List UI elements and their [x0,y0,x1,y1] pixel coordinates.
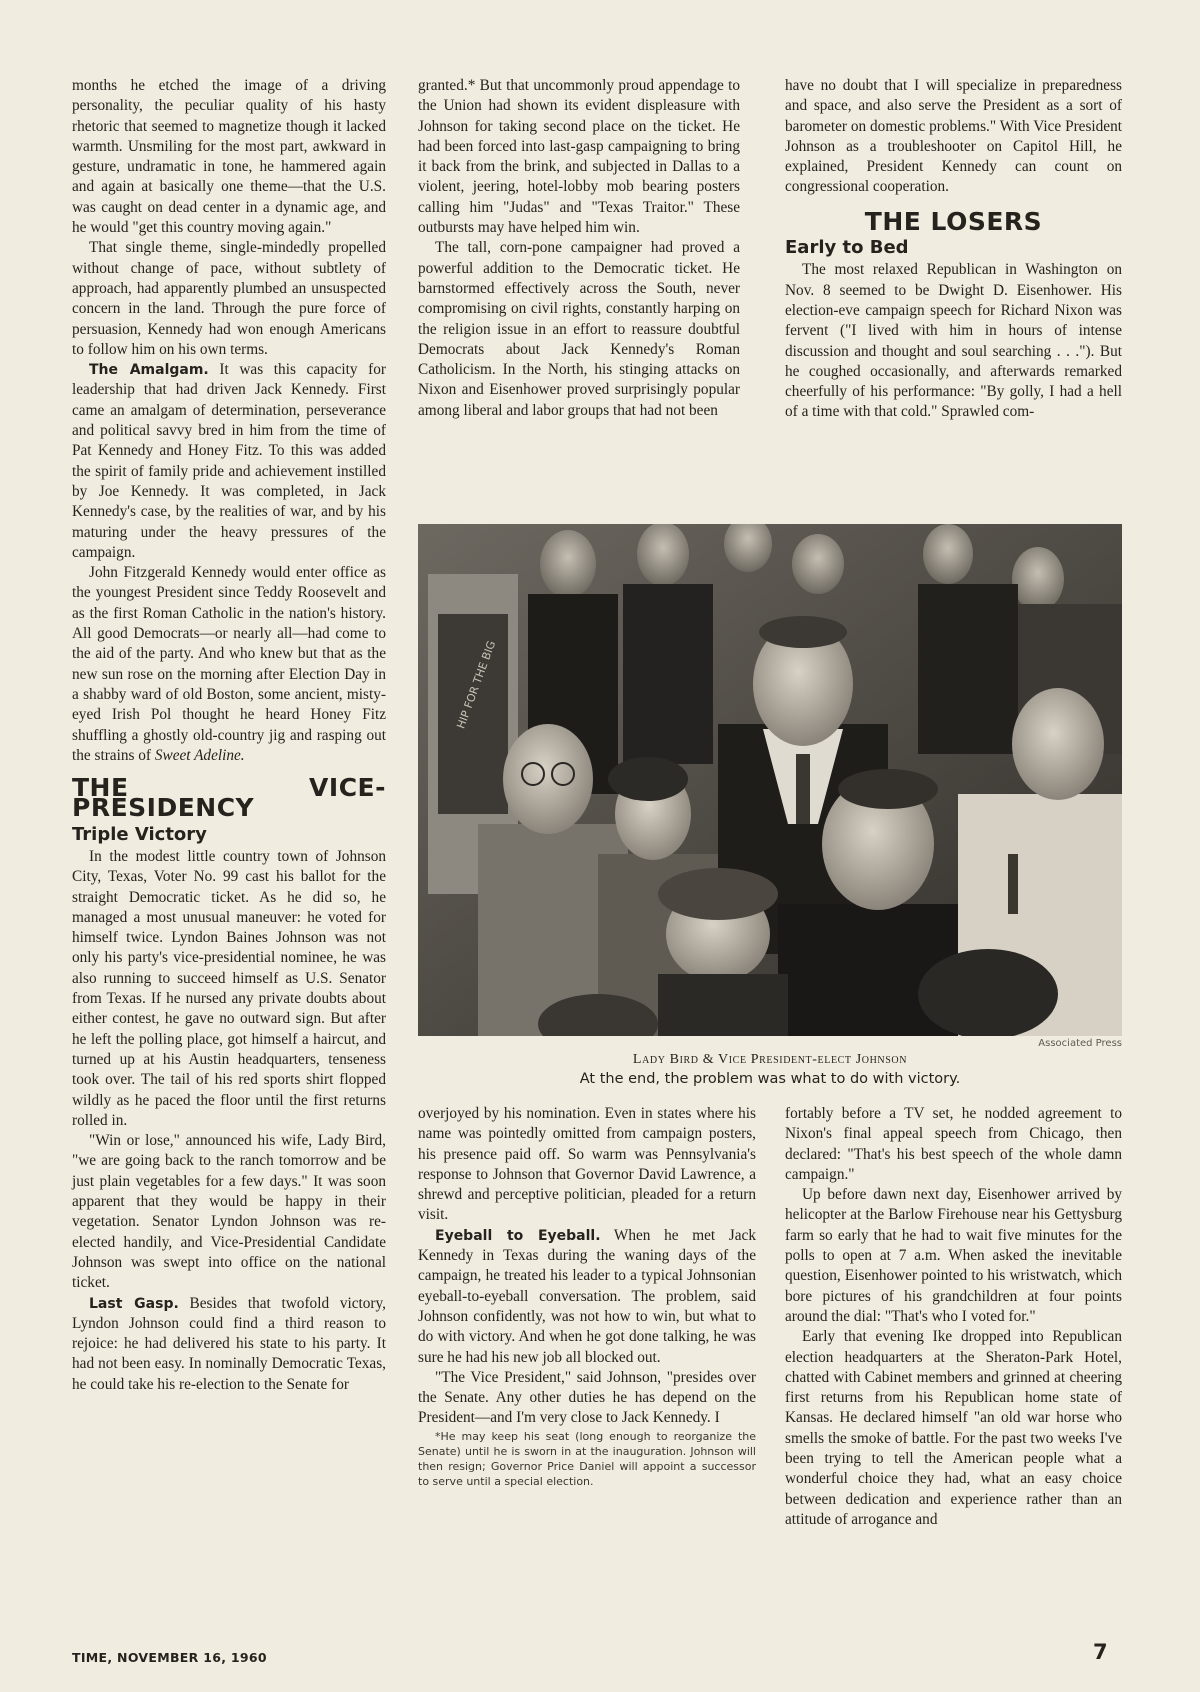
page-number: 7 [1093,1640,1108,1664]
paragraph [72,360,386,563]
photo-caption-title: Lady Bird & Vice President-elect Johnson [632,1052,908,1067]
runin-heading: Last Gasp. [89,1295,179,1312]
paragraph: fortably before a TV set, he nodded agreement to Nixon's final appeal speech from Chicago, then declared: "That's his best speech of the whole damn campaign." [785,1105,1122,1183]
paragraph: Early that evening Ike dropped into Republican election headquarters at the Sheraton-Park Hotel, chatted with Cabinet members and grinned at cheering first returns from his Republican home state of Kansas. He declared himself "an old war horse who smells the smoke of battle. For the past two weeks I've been trying to tell the American people what a wonderful choice they had, what an easy choice between dedication and experience rather than an attitude of arrogance and [785,1328,1122,1528]
paragraph-text: John Fitzgerald Kennedy would enter office as the youngest President since Teddy Roosevelt and as the first Roman Catholic in the nation's history. All good Democrats—or nearly all—had come to the aid of the party. And who knew but that as the new sun rose on the morning after Election Day in a shabby ward of old Boston, some ancient, misty-eyed Irish Pol thought he heard Honey Fitz shuffling a ghostly old-country jig and rasping out the strains of [72,564,386,764]
section-heading: THE VICE-PRESIDENCY [72,773,386,823]
paragraph: The tall, corn-pone campaigner had proved a powerful addition to the Democratic ticket. He barnstormed effectively across the South, never compromising on civil rights, constantly harping on the religion issue in an effort to reassure doubtful Democrats about Jack Kennedy's Roman Catholicism. In the North, his stinging attacks on Nixon and Eisenhower proved surprisingly popular among liberal and labor groups that had not been [418,239,740,419]
runin-heading: Eyeball to Eyeball. [435,1227,601,1244]
column-3-top [785,76,1122,423]
footnote: *He may keep his seat (long enough to reorganize the Senate) until he is sworn in at the inauguration. Johnson will then resign; Governor Price Daniel will appoint a successor to serve until a special election. [418,1429,756,1488]
column-2-bottom [418,1104,756,1489]
paragraph: The most relaxed Republican in Washington on Nov. 8 seemed to be Dwight D. Eisenhower. His election-eve campaign speech for Richard Nixon was fervent ("I lived with him in hours of intense discussion and thought and soul searching . . ."). But he coughed occasionally, and afterwards remarked cheerfully of his performance: "By golly, I had a hell of a time with that cold." Sprawled com- [785,261,1122,421]
photo-caption: At the end, the problem was what to do with victory. [579,1071,961,1087]
column-3-bottom [785,1104,1122,1530]
paragraph: That single theme, single-mindedly propelled without change of pace, without subtlety of approach, had apparently plumbed an unsuspected concern in the land. Through the pure force of persuasion, Kennedy had won enough Americans to follow him on his own terms. [72,239,386,358]
paragraph: months he etched the image of a driving personality, the peculiar quality of his hasty rhetoric that seemed to magnetize though it lacked warmth. Unsmiling for the most part, awkward in gesture, undramatic in tone, he hammered again and again at basically one theme—that the U.S. was caught on dead center in a dynamic age, and he would "get this country moving again." [72,77,386,237]
news-photo [418,524,1122,1036]
song-title: Sweet Adeline. [154,746,245,764]
runin-heading: The Amalgam. [89,362,209,379]
photo-credit: Associated Press [1038,1038,1122,1049]
paragraph: "The Vice President," said Johnson, "presides over the Senate. Any other duties he has depend on the President—and I'm very close to Jack Kennedy. I [418,1368,756,1427]
paragraph: Up before dawn next day, Eisenhower arrived by helicopter at the Barlow Firehouse near his Gettysburg farm so early that he had to wait five minutes for the polls to open at 7 a.m. When asked the inevitable question, Eisenhower pointed to his wristwatch, which bore pictures of his grandchildren at four points around the dial: "That's who I voted for." [785,1186,1122,1325]
poster-text: HIP FOR THE BIG [454,639,499,731]
paragraph: have no doubt that I will specialize in preparedness and space, and also serve the President as a sort of barometer on domestic problems." With Vice President Johnson as a troubleshooter on Capitol Hill, he explained, President Kennedy can count on congressional cooperation. [785,77,1122,196]
column-2-top [418,76,740,421]
paragraph-text: When he met Jack Kennedy in Texas during the waning days of the campaign, he treated his leader to a typical Johnsonian eyeball-to-eyeball conversation. The problem, said Johnson confidently, was not how to win, but what to do with victory. And when he got done talking, he was sure he had his new job all blocked out. [418,1226,756,1366]
paragraph [72,1294,386,1395]
subheading: Early to Bed [785,237,909,259]
section-heading: THE LOSERS [864,206,1043,236]
paragraph: granted.* But that uncommonly proud appendage to the Union had shown its evident displeasure with Johnson for taking second place on the ticket. He had been forced into last-gasp campaigning to bring it back from the brink, and subjected in Dallas to a violent, jeering, hotel-lobby mob bearing posters calling him "Judas" and "Texas Traitor." These outbursts may have helped him win. [418,77,740,237]
paragraph: overjoyed by his nomination. Even in states where his name was pointedly omitted from campaign posters, his presence paid off. So warm was Pennsylvania's response to Johnson that Governor David Lawrence, a shrewd and perceptive politician, pleaded for a return visit. [418,1105,756,1224]
paragraph: "Win or lose," announced his wife, Lady Bird, "we are going back to the ranch tomorrow and be just plain vegetables for a few days." It was soon apparent that they would be happy in their vegetation. Senator Lyndon Johnson was re-elected handily, and Vice-Presidential Candidate Johnson was swept into office on the national ticket. [72,1132,386,1292]
page-footer-date: TIME, NOVEMBER 16, 1960 [72,1650,267,1665]
paragraph [418,1226,756,1368]
subheading: Triple Victory [72,823,207,845]
paragraph-text: Besides that twofold victory, Lyndon Johnson could find a third reason to rejoice: he had delivered his state to his party. It had not been easy. In nominally Democratic Texas, he could take his re-election to the Senate for [72,1294,386,1393]
paragraph: In the modest little country town of Johnson City, Texas, Voter No. 99 cast his ballot for the straight Democratic ticket. As he did so, he managed a most unusual maneuver: he voted for himself twice. Lyndon Baines Johnson was not only his party's vice-presidential nominee, he was also running to succeed himself as U.S. Senator from Texas. If he nursed any private doubts about either contest, he gave no outward sign. But after he left the polling place, got himself a haircut, and turned up at his Austin headquarters, tenseness took over. The tail of his red sports shirt flopped wildly as he paced the floor until the first returns rolled in. [72,847,386,1129]
paragraph [72,563,386,766]
paragraph-text: It was this capacity for leadership that had driven Jack Kennedy. First came an amalgam of determination, perseverance and political savvy bred in him from the time of Pat Kennedy and Honey Fitz. To this was added the spirit of family pride and achievement instilled by Joe Kennedy. It was completed, in Jack Kennedy's case, by the realities of war, and by his maturing under the heavy pressures of the campaign. [72,361,386,561]
column-1 [72,76,386,1395]
